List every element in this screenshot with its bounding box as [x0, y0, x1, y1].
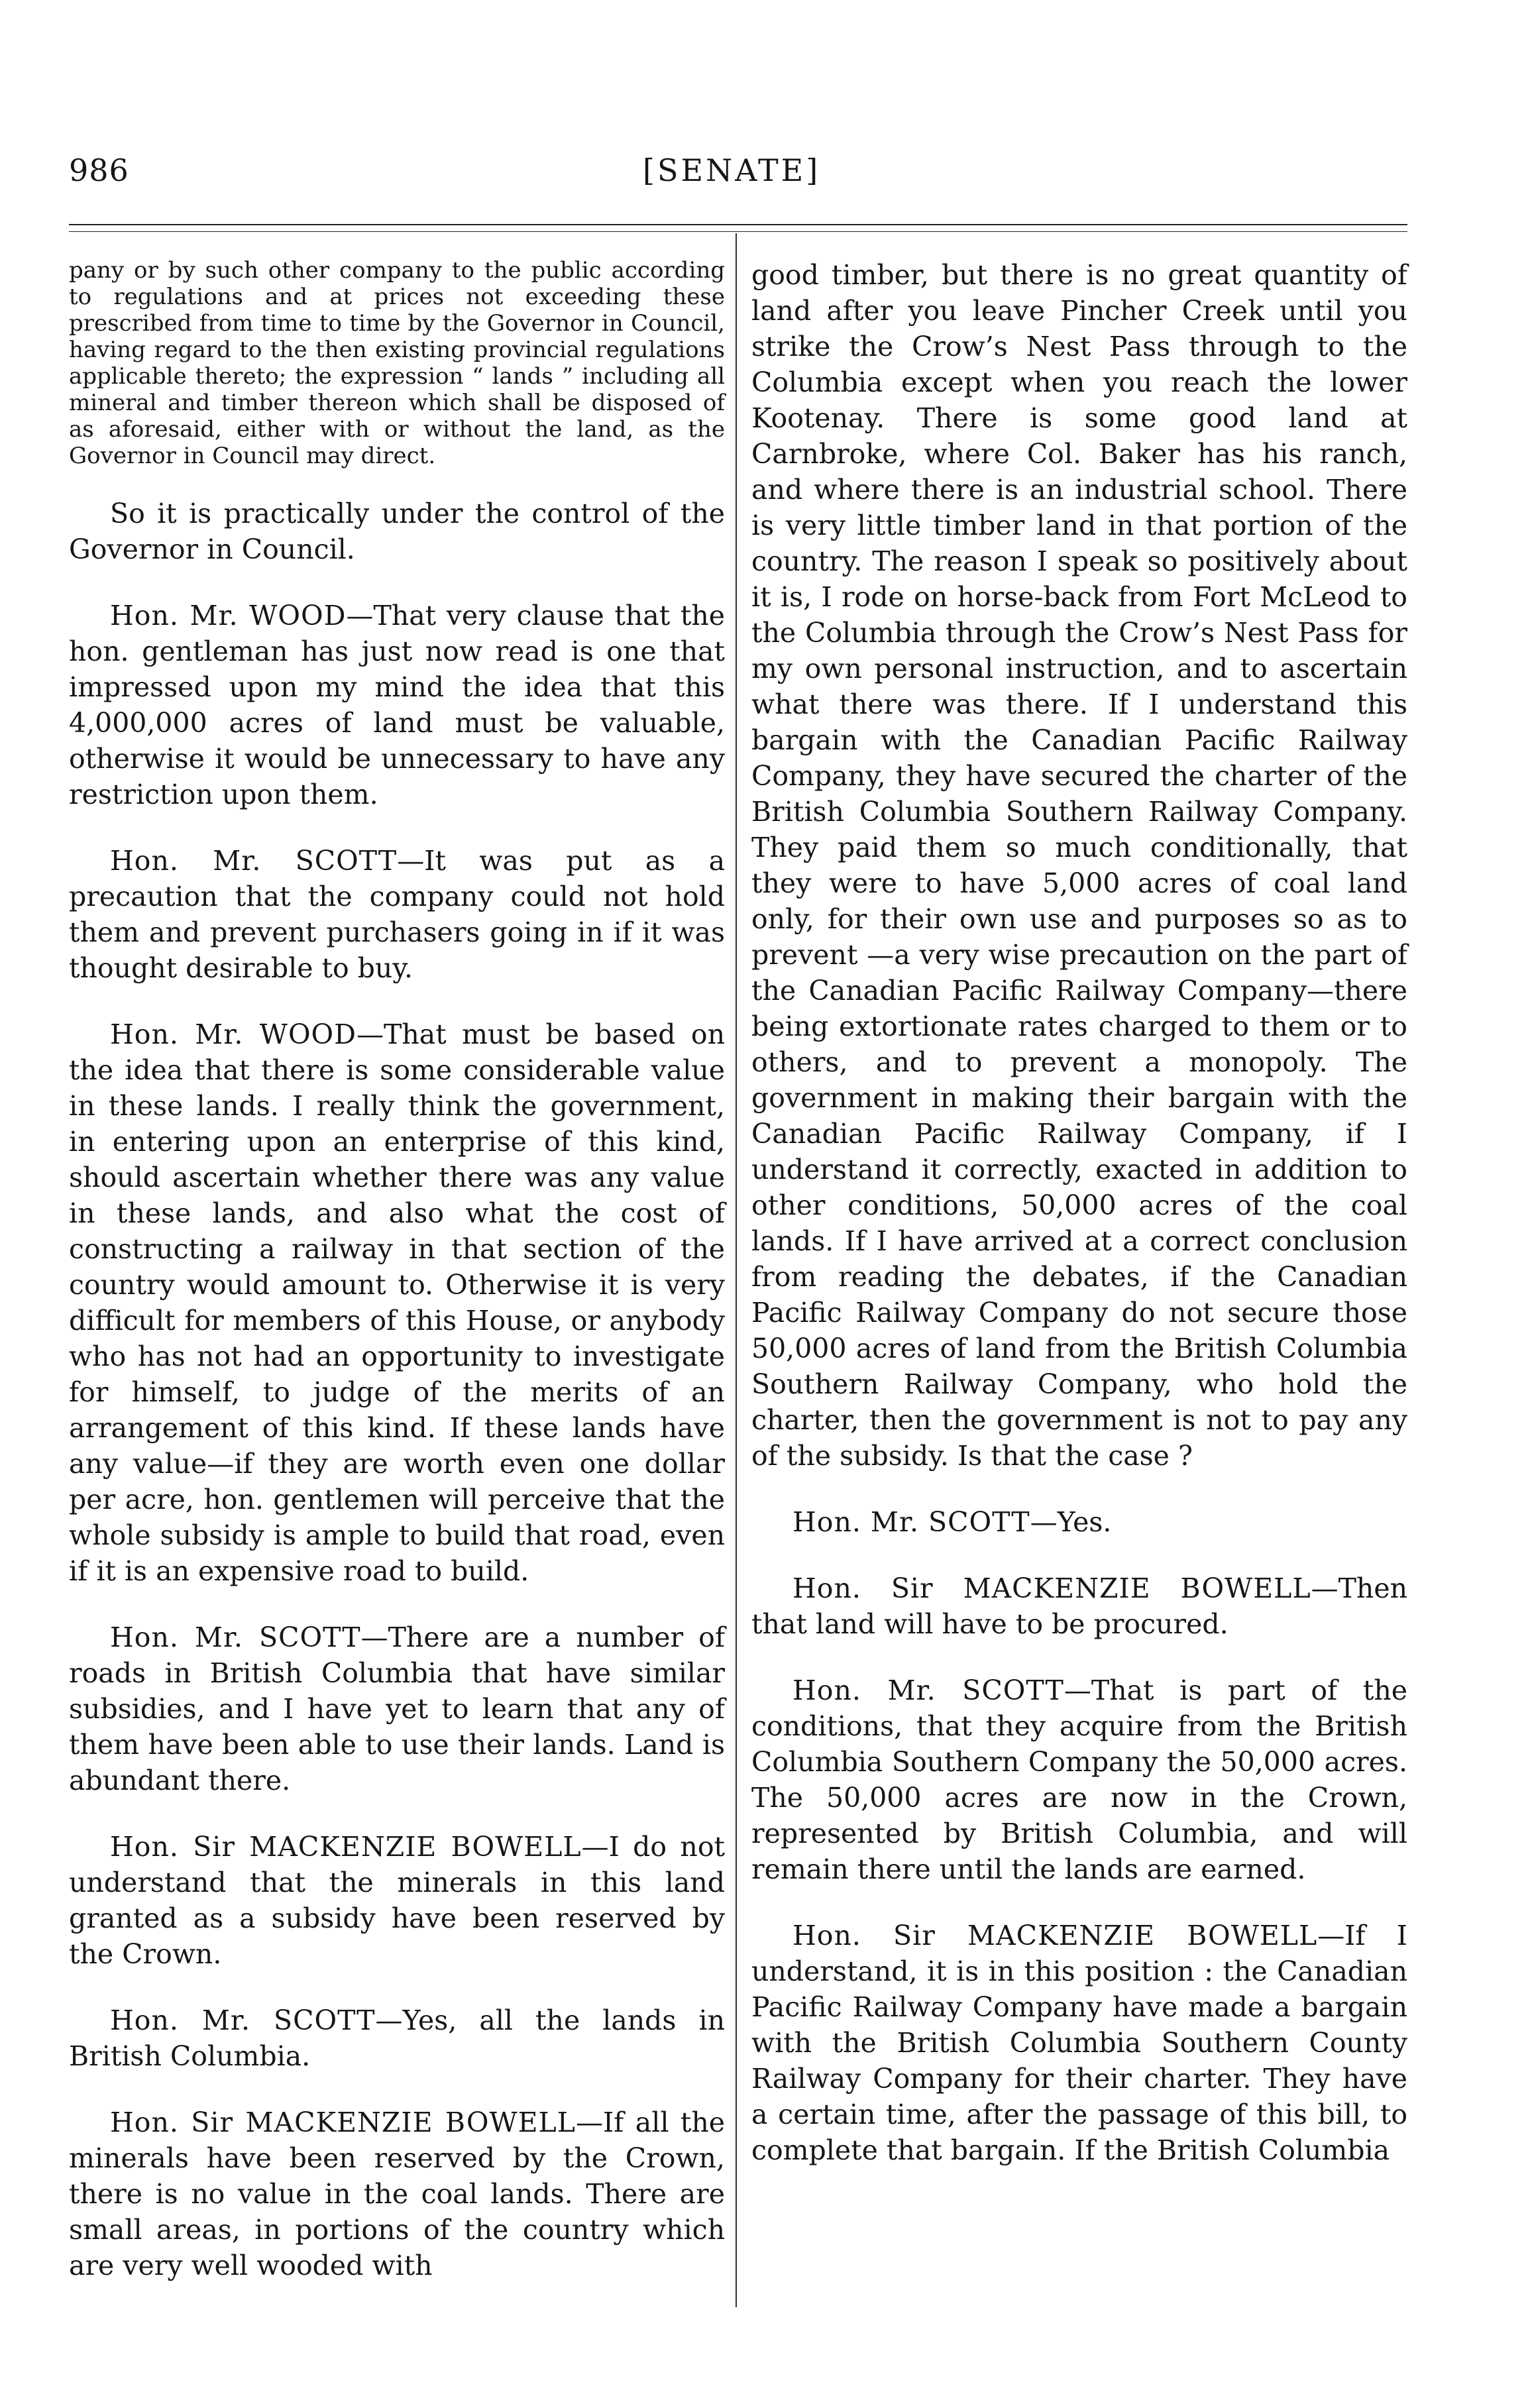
- paragraph-text: good timber, but there is no great quantity of land after you leave Pincher Creek until you strike the Crow’s Nest Pass through to the Columbia except when you reach the lower Kootenay. There is some good land at Carnbroke, where Col. Baker has his ranch, and where there is an industrial school. There is very little timber land in that portion of the country. The reason I speak so positively about it is, I rode on horse-back from Fort McLeod to the Columbia through the Crow’s Nest Pass for my own personal instruction, and to ascertain what there was there. If I understand this bargain with the Canadian Pacific Railway Company, they have secured the charter of the British Columbia Southern Railway Company. They paid them so much conditionally, that they were to have 5,000 acres of coal land only, for their own use and purposes so as to prevent —a very wise precaution on the part of the Canadian Pacific Railway Company—there being extortionate rates charged to them or to others, and to prevent a monopoly. The government in making their bargain with the Canadian Pacific Railway Company, if I understand it correctly, exacted in addition to other conditions, 50,000 acres of the coal lands. If I have arrived at a correct conclusion from reading the debates, if the Canadian Pacific Railway Company do not secure those 50,000 acres of land from the British Columbia Southern Railway Company, who hold the charter, then the government is not to pay any of the subsidy. Is that the case ?: [751, 259, 1407, 1472]
- column-divider: [736, 233, 737, 2307]
- speaker-name: Hon. Mr. SCOTT: [792, 1506, 1030, 1538]
- page-number: 986: [69, 152, 129, 188]
- speech-paragraph: [69, 496, 725, 567]
- paragraph-text: —Yes, all the lands in British Columbia.: [69, 2004, 725, 2072]
- paragraph-text: —Then that land will have to be procured.: [751, 1572, 1407, 1640]
- speech-paragraph: [69, 1829, 725, 1972]
- paragraph-text: pany or by such other company to the public according to regulations and at prices not exceeding these prescribed from time to time by the Governor in Council, having regard to the then existing provincial regulations applicable thereto; the expression “ lands ” including all mineral and timber thereon which shall be disposed of as aforesaid, either with or without the land, as the Governor in Council may direct.: [69, 257, 725, 469]
- speech-paragraph: [69, 2105, 725, 2283]
- speech-paragraph: [751, 1570, 1407, 1642]
- speech-paragraph: [751, 1918, 1407, 2168]
- speaker-name: Hon. Mr. SCOTT: [792, 1674, 1064, 1706]
- running-head: [SENATE]: [643, 152, 821, 188]
- speech-paragraph: [69, 1619, 725, 1798]
- paragraph-text: —That very clause that the hon. gentleman has just now read is one that impressed upon my mind the idea that this 4,000,000 acres of land must be valuable, otherwise it would be unnecessary to have any restriction upon them.: [69, 600, 725, 810]
- speech-paragraph: [69, 843, 725, 986]
- header-rule-secondary: [69, 231, 1407, 232]
- speech-paragraph: [69, 1016, 725, 1589]
- paragraph-text: —It was put as a precaution that the company could not hold them and prevent purchasers going in if it was thought desirable to buy.: [69, 845, 726, 984]
- speech-paragraph: [69, 598, 725, 812]
- speaker-name: Hon. Mr. SCOTT: [110, 2004, 376, 2036]
- speech-paragraph: [751, 1672, 1407, 1887]
- speaker-name: Hon. Mr. SCOTT: [110, 845, 398, 877]
- speaker-name: Hon. Mr. SCOTT: [110, 1621, 361, 1653]
- paragraph-text: —That must be based on the idea that there is some considerable value in these lands. I really think the government, in entering upon an enterprise of this kind, should ascertain whether there was any value in these lands, and also what the cost of constructing a railway in that section of the country would amount to. Otherwise it is very difficult for members of this House, or anybody who has not had an opportunity to investigate for himself, to judge of the merits of an arrangement of this kind. If these lands have any value—if they are worth even one dollar per acre, hon. gentlemen will perceive that the whole subsidy is ample to build that road, even if it is an expensive road to build.: [69, 1018, 725, 1587]
- paragraph-text: —There are a number of roads in British Columbia that have similar subsidies, and I have yet to learn that any of them have been able to use their lands. Land is abundant there.: [69, 1621, 725, 1796]
- speech-paragraph: [69, 2002, 725, 2074]
- left-column: [69, 257, 725, 2314]
- speaker-name: Hon. Mr. WOOD: [110, 600, 347, 631]
- paragraph-text: —If I understand, it is in this position : the Canadian Pacific Railway Company have made a bargain with the British Columbia Southern County Railway Company for their charter. They have a certain time, after the passage of this bill, to complete that bargain. If the British Columbia: [751, 1920, 1407, 2166]
- speech-paragraph: [751, 1504, 1407, 1540]
- speaker-name: Hon. Mr. WOOD: [110, 1018, 357, 1050]
- paragraph-text: So it is practically under the control of the Governor in Council.: [69, 498, 725, 565]
- speaker-name: Hon. Sir MACKENZIE BOWELL: [110, 1831, 582, 1863]
- right-column: [751, 257, 1407, 2199]
- paragraph-text: —I do not understand that the minerals in this land granted as a subsidy have been reserved by the Crown.: [69, 1831, 725, 1970]
- paragraph-text: —Yes.: [1030, 1506, 1112, 1538]
- speaker-name: Hon. Sir MACKENZIE BOWELL: [110, 2107, 576, 2138]
- continued-paragraph: [751, 257, 1407, 1474]
- quoted-clause: [69, 257, 725, 469]
- speaker-name: Hon. Sir MACKENZIE BOWELL: [792, 1920, 1318, 1951]
- speaker-name: Hon. Sir MACKENZIE BOWELL: [792, 1572, 1311, 1604]
- paragraph-text: —That is part of the conditions, that they acquire from the British Columbia Southern Company the 50,000 acres. The 50,000 acres are now in the Crown, represented by British Columbia, and will remain there until the lands are earned.: [751, 1674, 1407, 1885]
- paragraph-text: —If all the minerals have been reserved by the Crown, there is no value in the coal lands. There are small areas, in portions of the country which are very well wooded with: [69, 2107, 725, 2281]
- header-rule: [69, 224, 1407, 225]
